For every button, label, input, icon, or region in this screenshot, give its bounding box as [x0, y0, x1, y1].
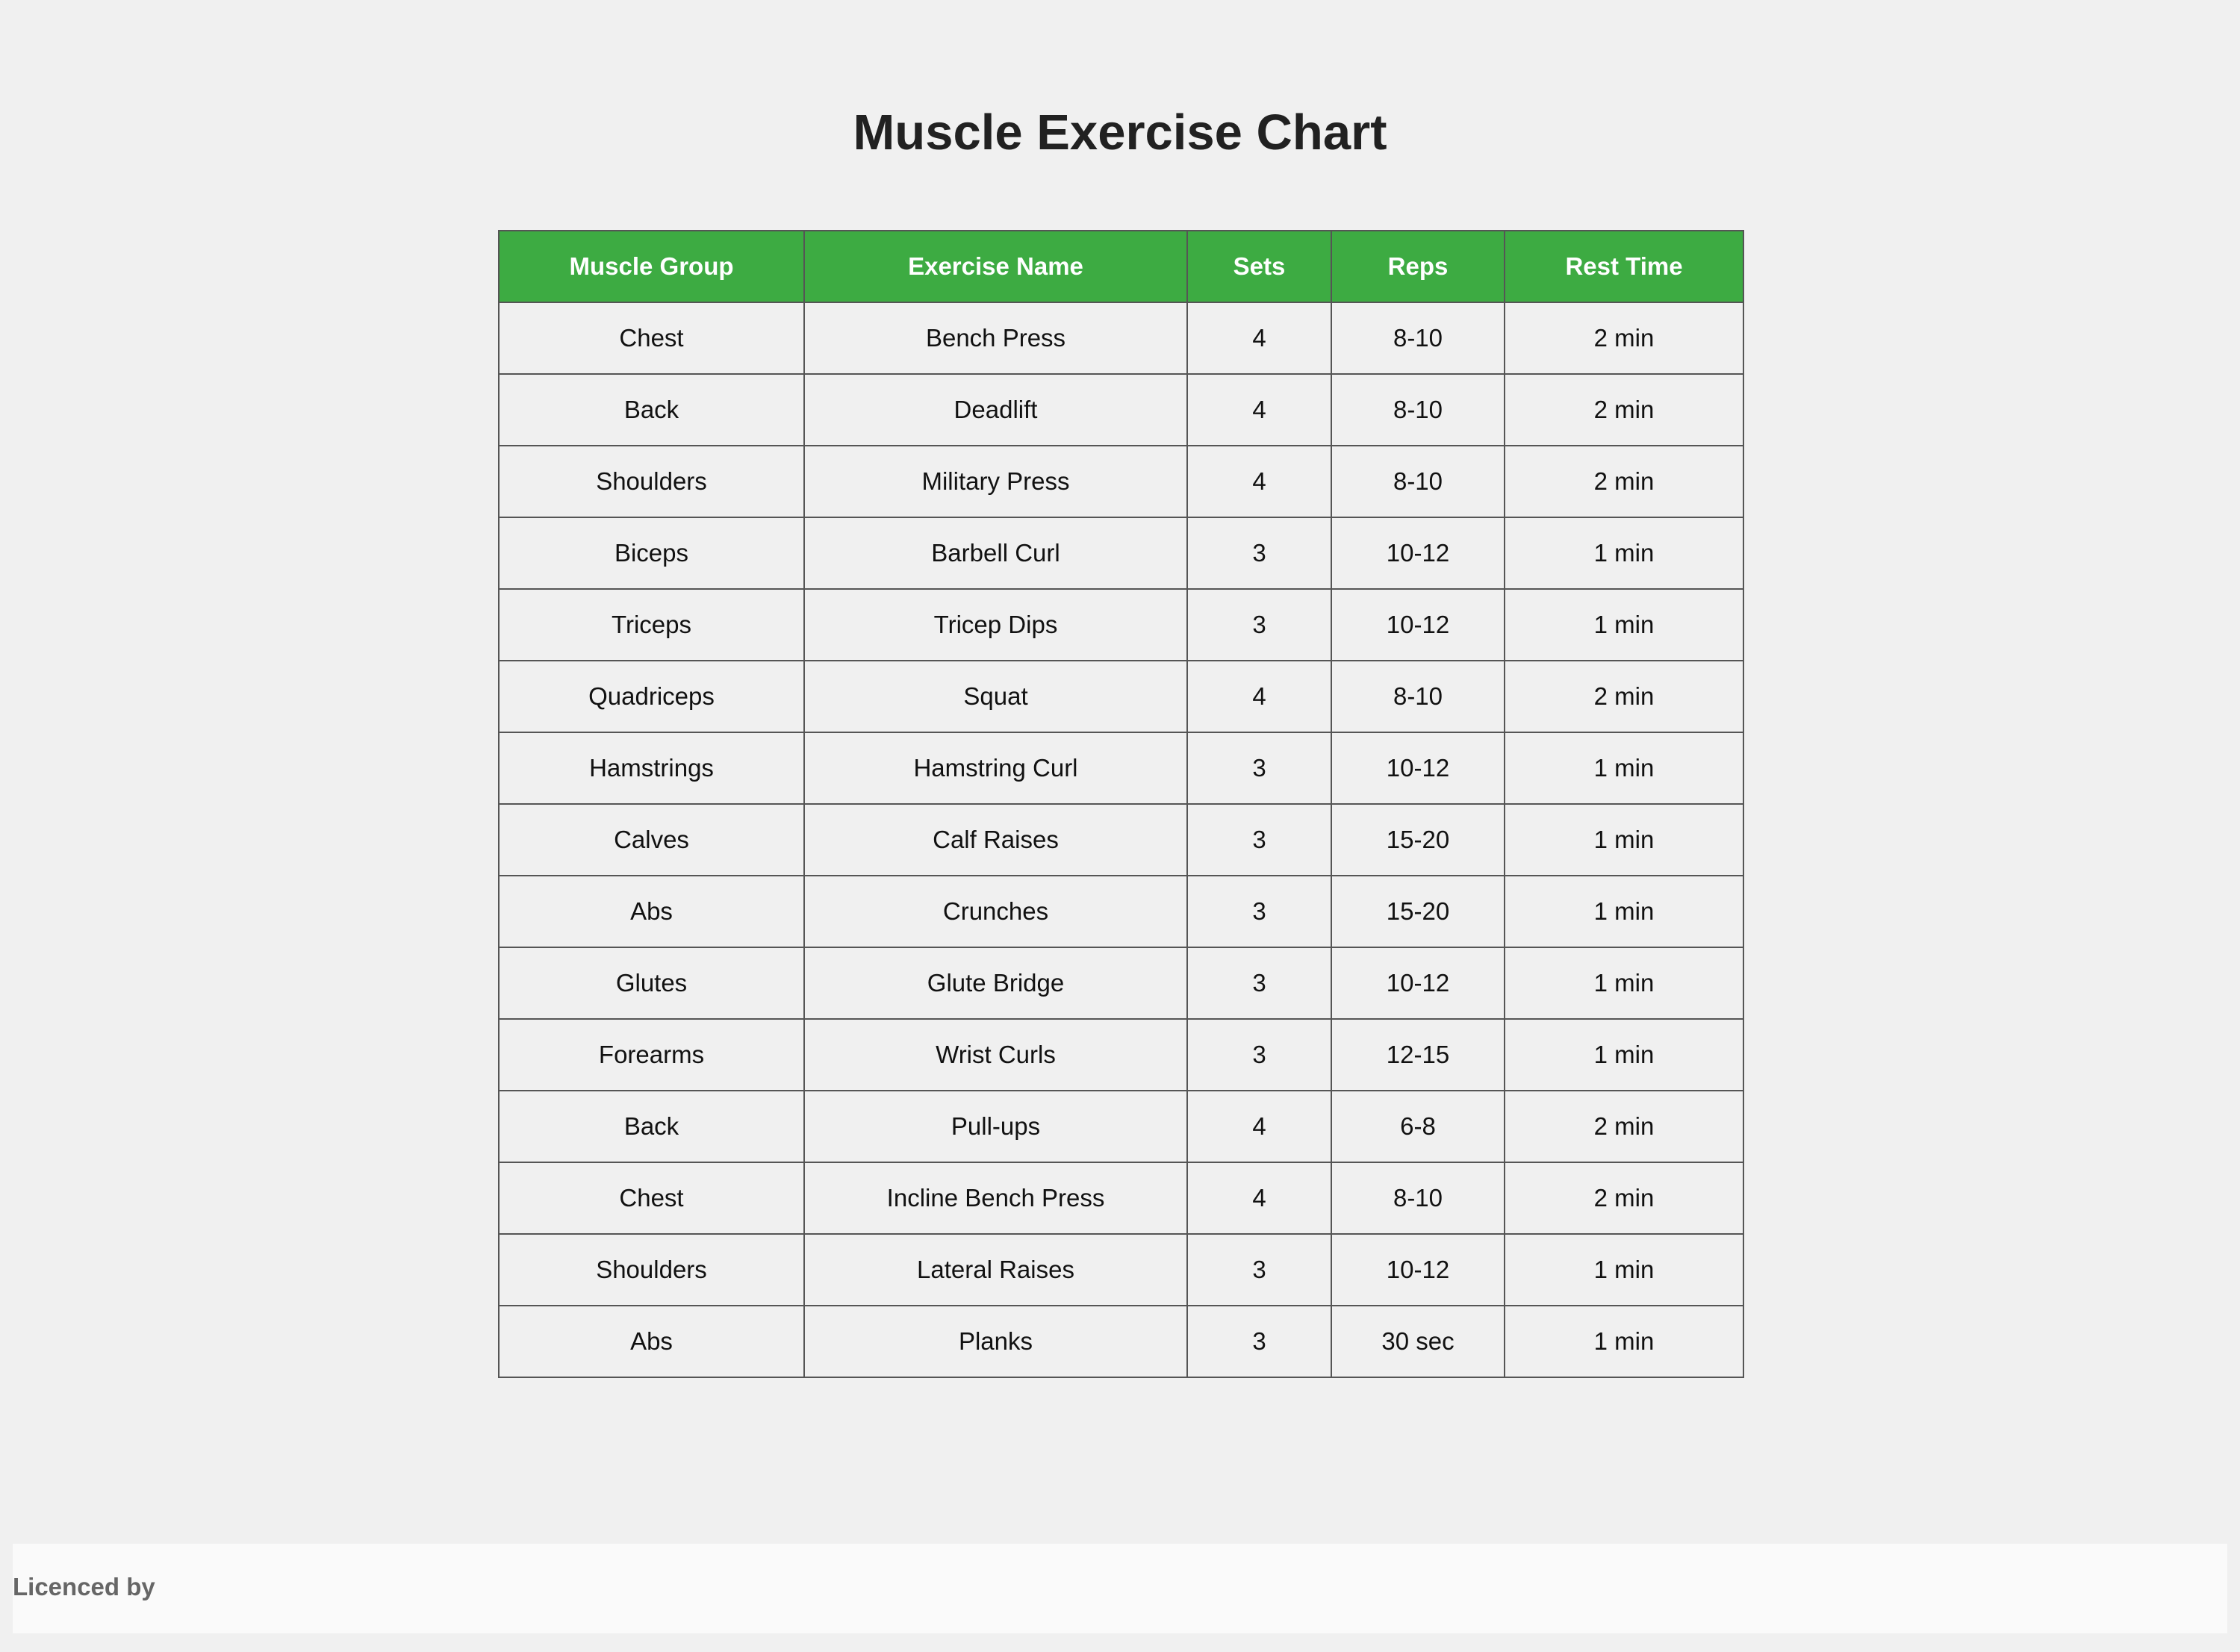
cell-reps: 10-12: [1331, 947, 1505, 1019]
cell-muscle-group: Quadriceps: [499, 661, 804, 732]
cell-exercise-name: Glute Bridge: [804, 947, 1187, 1019]
cell-reps: 8-10: [1331, 1162, 1505, 1234]
cell-muscle-group: Glutes: [499, 947, 804, 1019]
table-row: [499, 876, 1743, 947]
cell-exercise-name: Hamstring Curl: [804, 732, 1187, 804]
cell-reps: 6-8: [1331, 1091, 1505, 1162]
cell-muscle-group: Biceps: [499, 517, 804, 589]
cell-rest-time: 1 min: [1505, 804, 1743, 876]
cell-reps: 10-12: [1331, 732, 1505, 804]
cell-muscle-group: Back: [499, 374, 804, 446]
header-muscle-group: Muscle Group: [499, 231, 804, 302]
cell-rest-time: 1 min: [1505, 589, 1743, 661]
cell-sets: 4: [1187, 661, 1331, 732]
table-row: [499, 947, 1743, 1019]
table-row: [499, 1234, 1743, 1306]
cell-muscle-group: Shoulders: [499, 1234, 804, 1306]
licence-text: Licenced by: [13, 1573, 155, 1600]
cell-sets: 3: [1187, 517, 1331, 589]
cell-rest-time: 2 min: [1505, 1091, 1743, 1162]
cell-reps: 10-12: [1331, 1234, 1505, 1306]
cell-rest-time: 1 min: [1505, 876, 1743, 947]
cell-rest-time: 1 min: [1505, 732, 1743, 804]
cell-exercise-name: Pull-ups: [804, 1091, 1187, 1162]
cell-exercise-name: Bench Press: [804, 302, 1187, 374]
cell-exercise-name: Planks: [804, 1306, 1187, 1377]
cell-exercise-name: Squat: [804, 661, 1187, 732]
cell-sets: 3: [1187, 876, 1331, 947]
table-header-row: [499, 231, 1743, 302]
cell-sets: 4: [1187, 302, 1331, 374]
table-row: [499, 589, 1743, 661]
cell-rest-time: 2 min: [1505, 302, 1743, 374]
table-row: [499, 517, 1743, 589]
cell-reps: 8-10: [1331, 661, 1505, 732]
cell-rest-time: 1 min: [1505, 1234, 1743, 1306]
header-reps: Reps: [1331, 231, 1505, 302]
cell-sets: 3: [1187, 804, 1331, 876]
cell-rest-time: 2 min: [1505, 374, 1743, 446]
cell-sets: 3: [1187, 589, 1331, 661]
cell-sets: 4: [1187, 446, 1331, 517]
table-row: [499, 446, 1743, 517]
table-header: [499, 231, 1743, 302]
table-row: [499, 1162, 1743, 1234]
cell-muscle-group: Back: [499, 1091, 804, 1162]
cell-exercise-name: Crunches: [804, 876, 1187, 947]
table-row: [499, 302, 1743, 374]
cell-sets: 3: [1187, 1019, 1331, 1091]
cell-sets: 4: [1187, 1091, 1331, 1162]
cell-muscle-group: Abs: [499, 1306, 804, 1377]
table-row: [499, 1306, 1743, 1377]
cell-exercise-name: Barbell Curl: [804, 517, 1187, 589]
cell-exercise-name: Incline Bench Press: [804, 1162, 1187, 1234]
cell-rest-time: 2 min: [1505, 1162, 1743, 1234]
cell-reps: 8-10: [1331, 446, 1505, 517]
cell-sets: 3: [1187, 1306, 1331, 1377]
cell-muscle-group: Abs: [499, 876, 804, 947]
table-body: [499, 302, 1743, 1377]
cell-exercise-name: Military Press: [804, 446, 1187, 517]
header-exercise-name: Exercise Name: [804, 231, 1187, 302]
cell-reps: 10-12: [1331, 517, 1505, 589]
exercise-table: [498, 230, 1744, 1378]
cell-reps: 15-20: [1331, 804, 1505, 876]
table-row: [499, 374, 1743, 446]
table-row: [499, 732, 1743, 804]
cell-rest-time: 1 min: [1505, 1019, 1743, 1091]
cell-exercise-name: Tricep Dips: [804, 589, 1187, 661]
cell-muscle-group: Chest: [499, 302, 804, 374]
cell-muscle-group: Hamstrings: [499, 732, 804, 804]
page-title: Muscle Exercise Chart: [853, 105, 1387, 160]
cell-reps: 15-20: [1331, 876, 1505, 947]
table-row: [499, 1019, 1743, 1091]
cell-muscle-group: Shoulders: [499, 446, 804, 517]
cell-sets: 4: [1187, 374, 1331, 446]
header-rest-time: Rest Time: [1505, 231, 1743, 302]
cell-rest-time: 2 min: [1505, 661, 1743, 732]
cell-sets: 3: [1187, 1234, 1331, 1306]
cell-rest-time: 2 min: [1505, 446, 1743, 517]
cell-reps: 12-15: [1331, 1019, 1505, 1091]
cell-exercise-name: Calf Raises: [804, 804, 1187, 876]
cell-muscle-group: Triceps: [499, 589, 804, 661]
footer: [13, 1544, 2227, 1633]
table-row: [499, 1091, 1743, 1162]
table-row: [499, 804, 1743, 876]
cell-sets: 3: [1187, 732, 1331, 804]
cell-reps: 30 sec: [1331, 1306, 1505, 1377]
cell-sets: 3: [1187, 947, 1331, 1019]
cell-muscle-group: Chest: [499, 1162, 804, 1234]
cell-muscle-group: Forearms: [499, 1019, 804, 1091]
cell-rest-time: 1 min: [1505, 947, 1743, 1019]
cell-muscle-group: Calves: [499, 804, 804, 876]
cell-reps: 8-10: [1331, 302, 1505, 374]
cell-rest-time: 1 min: [1505, 517, 1743, 589]
header-sets: Sets: [1187, 231, 1331, 302]
cell-exercise-name: Wrist Curls: [804, 1019, 1187, 1091]
cell-exercise-name: Deadlift: [804, 374, 1187, 446]
cell-reps: 8-10: [1331, 374, 1505, 446]
cell-exercise-name: Lateral Raises: [804, 1234, 1187, 1306]
table-row: [499, 661, 1743, 732]
cell-sets: 4: [1187, 1162, 1331, 1234]
cell-rest-time: 1 min: [1505, 1306, 1743, 1377]
cell-reps: 10-12: [1331, 589, 1505, 661]
